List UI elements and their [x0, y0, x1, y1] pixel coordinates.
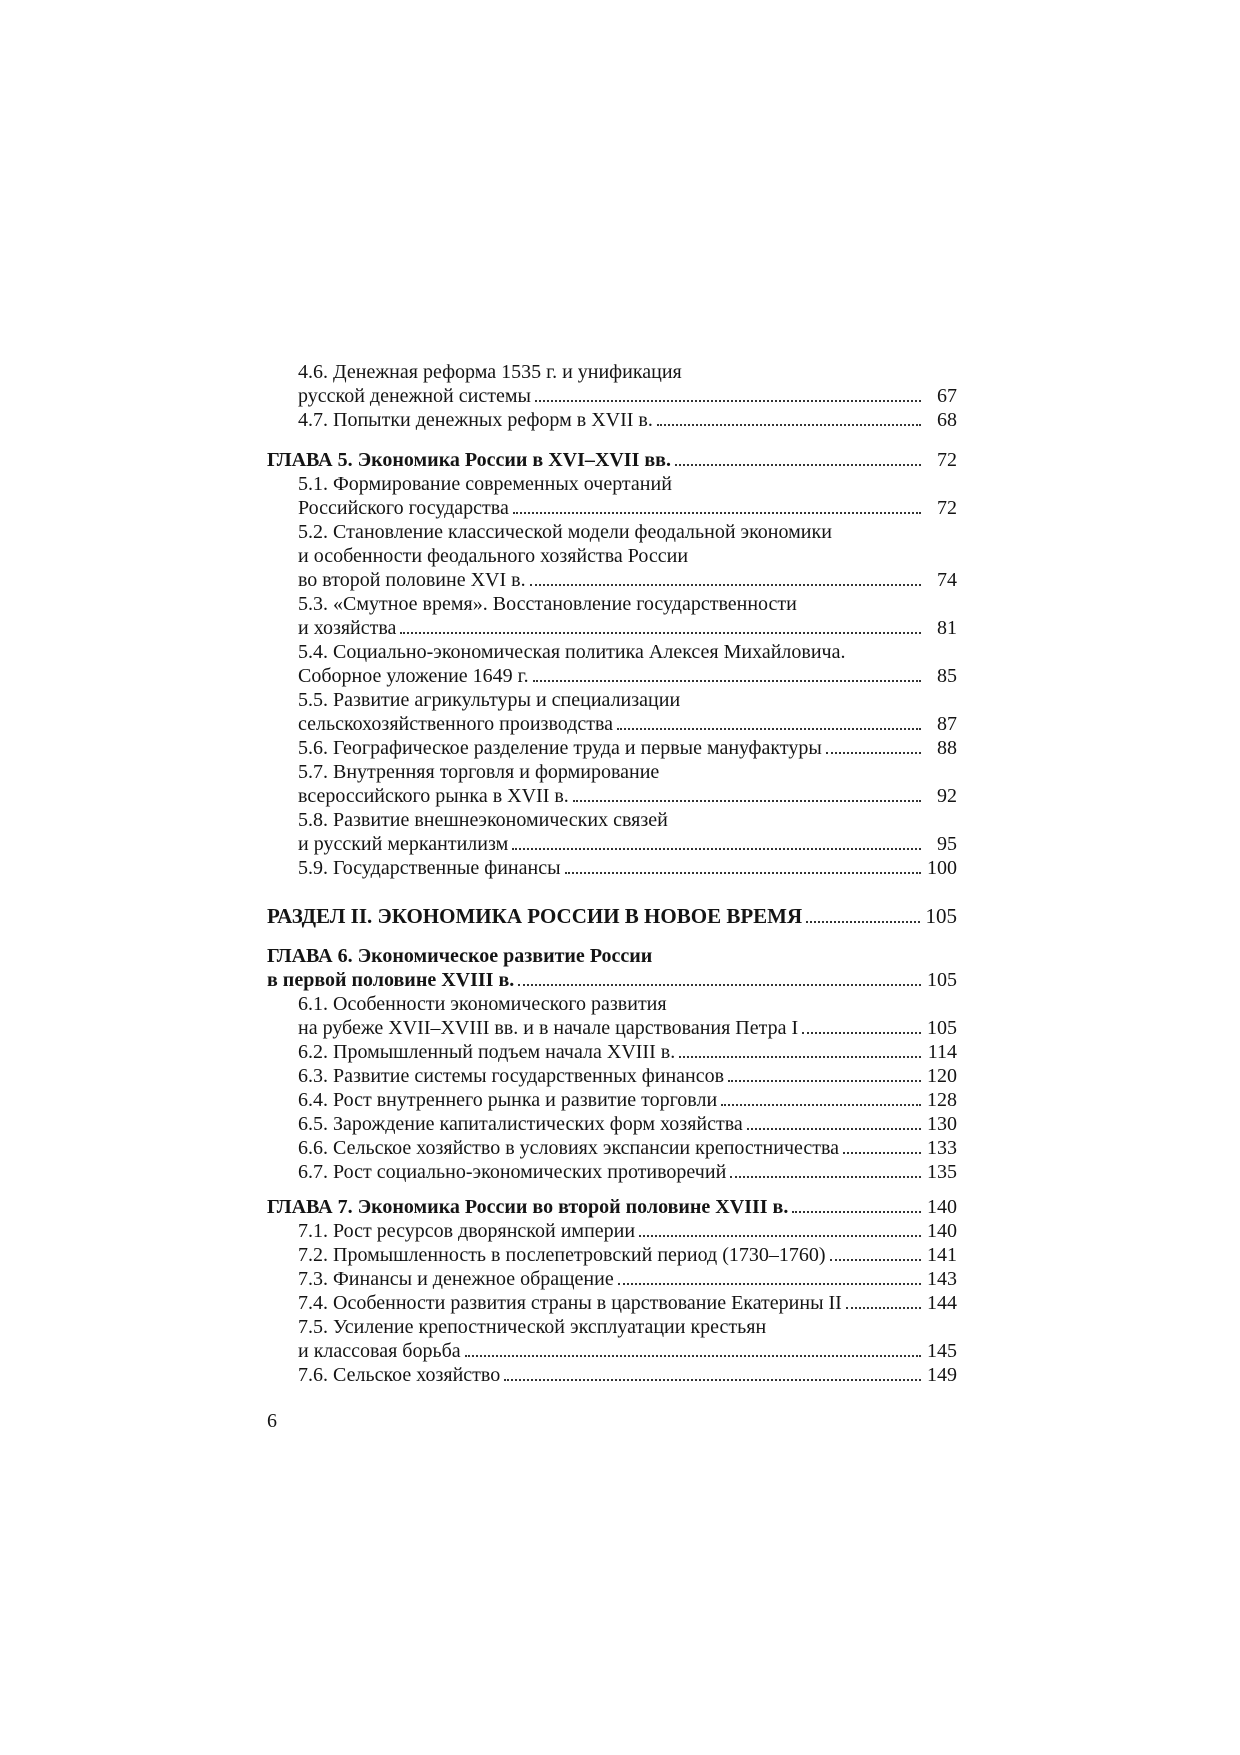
toc-entry-title: 5.3. «Смутное время». Восстановление государственности: [298, 593, 797, 615]
toc-entry-5-2-line-2: [267, 544, 957, 568]
toc-entry-page: 74: [937, 569, 957, 591]
toc-entry-title: и классовая борьба: [298, 1340, 461, 1362]
toc-entry-title: ГЛАВА 7. Экономика России во второй половине XVIII в.: [267, 1196, 789, 1218]
toc-entry-5-2-line-3: [267, 568, 957, 592]
toc-entry-page: 72: [937, 449, 957, 471]
toc-entry-title: 6.7. Рост социально-экономических противоречий: [298, 1161, 727, 1183]
toc-entry-5-7-line-1: [267, 760, 957, 784]
toc-entry-5-8-line-2: [267, 832, 957, 856]
toc-entry-page: 140: [927, 1196, 957, 1218]
toc-entry-title: 5.9. Государственные финансы: [298, 857, 561, 879]
toc-entry-title: РАЗДЕЛ II. ЭКОНОМИКА РОССИИ В НОВОЕ ВРЕМЯ: [267, 904, 803, 928]
toc-entry-5-5-line-2: [267, 712, 957, 736]
dot-leader: [826, 748, 921, 754]
toc-entry-sec2: [267, 904, 957, 928]
dot-leader: [846, 1303, 921, 1309]
toc-entry-5-3-line-1: [267, 592, 957, 616]
toc-entry-title: 7.6. Сельское хозяйство: [298, 1364, 501, 1386]
toc-entry-5-9: [267, 856, 957, 880]
toc-entry-title: 7.1. Рост ресурсов дворянской империи: [298, 1220, 636, 1242]
toc-entry-title: 7.4. Особенности развития страны в царствование Екатерины II: [298, 1292, 842, 1314]
dot-leader: [618, 1279, 921, 1285]
toc-entry-title: 6.1. Особенности экономического развития: [298, 993, 667, 1015]
toc-entry-page: 145: [927, 1340, 957, 1362]
toc-entry-title: ГЛАВА 5. Экономика России в XVI–XVII вв.: [267, 449, 671, 471]
dot-leader: [843, 1148, 921, 1154]
toc-entry-title: на рубеже XVII–XVIII вв. и в начале царствования Петра I: [298, 1017, 799, 1039]
dot-leader: [518, 980, 921, 986]
dot-leader: [504, 1375, 921, 1381]
toc-entry-title: в первой половине XVIII в.: [267, 969, 515, 991]
toc-entry-title: всероссийского рынка в XVII в.: [298, 785, 569, 807]
toc-entry-ch7: [267, 1195, 957, 1219]
toc-entry-7-3: [267, 1267, 957, 1291]
toc-entry-title: 6.4. Рост внутреннего рынка и развитие торговли: [298, 1089, 718, 1111]
toc-entry-page: 128: [927, 1089, 957, 1111]
dot-leader: [675, 460, 921, 466]
toc-entry-page: 81: [937, 617, 957, 639]
toc-entry-6-1-line-2: [267, 1016, 957, 1040]
toc-entry-ch6-line-2: [267, 968, 957, 992]
dot-leader: [400, 628, 921, 634]
toc-entry-title: Соборное уложение 1649 г.: [298, 665, 529, 687]
toc-entry-7-6: [267, 1363, 957, 1387]
dot-leader: [730, 1172, 921, 1178]
toc-entry-6-5: [267, 1112, 957, 1136]
toc-entry-page: 133: [927, 1137, 957, 1159]
dot-leader: [465, 1351, 921, 1357]
toc-entry-title: 5.7. Внутренняя торговля и формирование: [298, 761, 660, 783]
dot-leader: [657, 420, 921, 426]
toc-entry-page: 105: [925, 904, 957, 928]
dot-leader: [728, 1076, 921, 1082]
toc-entry-page: 72: [937, 497, 957, 519]
toc-entry-6-6: [267, 1136, 957, 1160]
toc-entry-title: 6.5. Зарождение капиталистических форм хозяйства: [298, 1113, 743, 1135]
toc-entry-page: 95: [937, 833, 957, 855]
toc-entry-5-7-line-2: [267, 784, 957, 808]
dot-leader: [792, 1207, 921, 1213]
dot-leader: [639, 1231, 921, 1237]
toc-entry-7-5-line-2: [267, 1339, 957, 1363]
toc-entry-7-2: [267, 1243, 957, 1267]
toc-entry-title: сельскохозяйственного производства: [298, 713, 614, 735]
toc-entry-title: 5.5. Развитие агрикультуры и специализации: [298, 689, 681, 711]
toc-entry-page: 130: [927, 1113, 957, 1135]
toc-entry-7-5-line-1: [267, 1315, 957, 1339]
toc-entry-title: ГЛАВА 6. Экономическое развитие России: [267, 945, 653, 967]
toc-entry-page: 87: [937, 713, 957, 735]
toc-entry-title: русской денежной системы: [298, 385, 531, 407]
dot-leader: [721, 1100, 921, 1106]
toc-entry-4-6-line-2: [267, 384, 957, 408]
toc-entry-5-1-line-2: [267, 496, 957, 520]
toc-entry-page: 140: [927, 1220, 957, 1242]
toc-entry-page: 105: [927, 1017, 957, 1039]
toc-entry-6-1-line-1: [267, 992, 957, 1016]
toc-entry-title: 7.5. Усиление крепостнической эксплуатации крестьян: [298, 1316, 767, 1338]
toc-entry-5-3-line-2: [267, 616, 957, 640]
toc-entry-page: 135: [927, 1161, 957, 1183]
dot-leader: [530, 580, 921, 586]
page-number: 6: [267, 1410, 277, 1432]
dot-leader: [533, 676, 921, 682]
dot-leader: [806, 917, 919, 923]
toc-entry-5-4-line-2: [267, 664, 957, 688]
toc-entry-6-3: [267, 1064, 957, 1088]
toc-entry-ch5: [267, 448, 957, 472]
toc-entry-title: 5.4. Социально-экономическая политика Алексея Михайловича.: [298, 641, 846, 663]
toc-entry-title: во второй половине XVI в.: [298, 569, 526, 591]
toc-entry-page: 144: [927, 1292, 957, 1314]
dot-leader: [512, 844, 921, 850]
toc-entry-ch6-line-1: [267, 944, 957, 968]
toc-entry-title: и хозяйства: [298, 617, 397, 639]
toc-entry-page: 88: [937, 737, 957, 759]
toc-entry-5-6: [267, 736, 957, 760]
toc-entry-page: 68: [937, 409, 957, 431]
toc-entry-7-1: [267, 1219, 957, 1243]
table-of-contents: [267, 360, 957, 1387]
dot-leader: [565, 868, 921, 874]
toc-entry-5-8-line-1: [267, 808, 957, 832]
toc-entry-page: 143: [927, 1268, 957, 1290]
toc-entry-page: 149: [927, 1364, 957, 1386]
toc-entry-title: 4.7. Попытки денежных реформ в XVII в.: [298, 409, 653, 431]
toc-entry-page: 92: [937, 785, 957, 807]
toc-entry-5-5-line-1: [267, 688, 957, 712]
dot-leader: [535, 396, 921, 402]
dot-leader: [747, 1124, 921, 1130]
toc-entry-5-4-line-1: [267, 640, 957, 664]
toc-entry-6-2: [267, 1040, 957, 1064]
toc-entry-title: и русский меркантилизм: [298, 833, 509, 855]
toc-entry-title: 6.2. Промышленный подъем начала XVIII в.: [298, 1041, 676, 1063]
toc-entry-title: 5.1. Формирование современных очертаний: [298, 473, 672, 495]
toc-entry-title: 6.6. Сельское хозяйство в условиях экспансии крепостничества: [298, 1137, 840, 1159]
toc-entry-title: Российского государства: [298, 497, 509, 519]
toc-entry-title: 5.2. Становление классической модели феодальной экономики: [298, 521, 832, 543]
toc-entry-title: 5.6. Географическое разделение труда и первые мануфактуры: [298, 737, 822, 759]
dot-leader: [573, 796, 921, 802]
toc-entry-5-1-line-1: [267, 472, 957, 496]
dot-leader: [617, 724, 921, 730]
toc-entry-7-4: [267, 1291, 957, 1315]
toc-entry-title: и особенности феодального хозяйства России: [298, 545, 689, 567]
toc-entry-page: 85: [937, 665, 957, 687]
dot-leader: [513, 508, 921, 514]
toc-entry-6-4: [267, 1088, 957, 1112]
toc-entry-title: 7.2. Промышленность в послепетровский период (1730–1760): [298, 1244, 826, 1266]
toc-entry-page: 114: [927, 1041, 957, 1063]
toc-entry-page: 105: [927, 969, 957, 991]
toc-entry-4-6-line-1: [267, 360, 957, 384]
dot-leader: [830, 1255, 921, 1261]
toc-entry-page: 67: [937, 385, 957, 407]
toc-entry-page: 100: [927, 857, 957, 879]
dot-leader: [802, 1028, 921, 1034]
toc-entry-6-7: [267, 1160, 957, 1184]
toc-entry-title: 7.3. Финансы и денежное обращение: [298, 1268, 614, 1290]
toc-entry-page: 141: [927, 1244, 957, 1266]
toc-entry-4-7: [267, 408, 957, 432]
dot-leader: [679, 1052, 921, 1058]
toc-entry-title: 4.6. Денежная реформа 1535 г. и унификация: [298, 361, 682, 383]
toc-entry-5-2-line-1: [267, 520, 957, 544]
toc-entry-title: 6.3. Развитие системы государственных финансов: [298, 1065, 725, 1087]
toc-entry-page: 120: [927, 1065, 957, 1087]
toc-entry-title: 5.8. Развитие внешнеэкономических связей: [298, 809, 668, 831]
